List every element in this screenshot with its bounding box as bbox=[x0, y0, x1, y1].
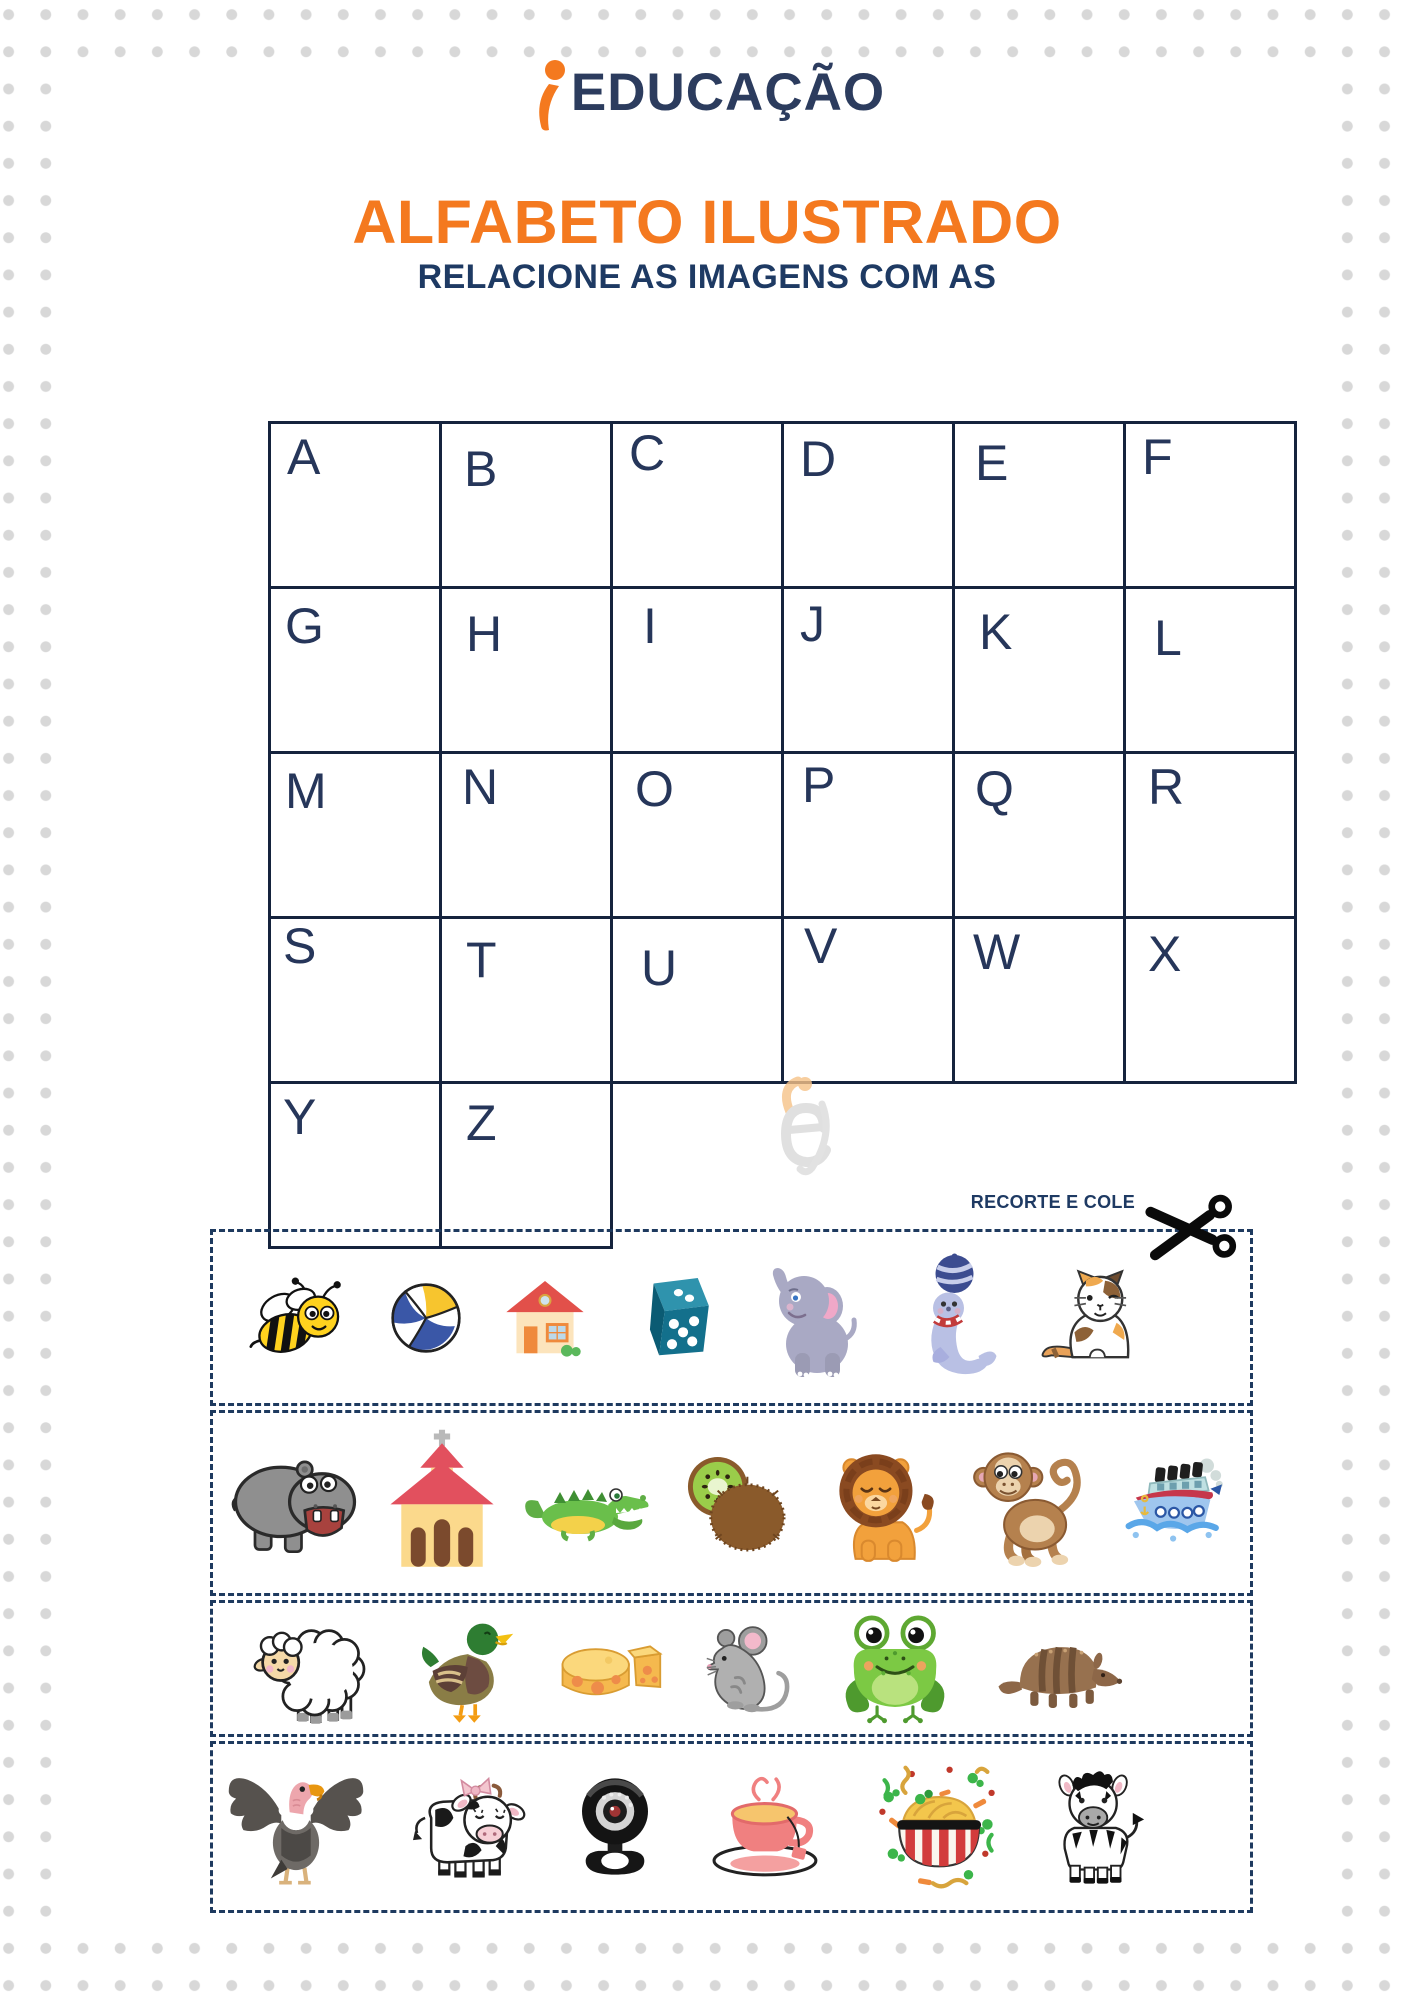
alphabet-cell-F bbox=[1125, 423, 1296, 588]
alphabet-cell-B bbox=[441, 423, 612, 588]
alphabet-cell-T bbox=[441, 918, 612, 1083]
letter-I: I bbox=[643, 598, 657, 654]
cheese-image bbox=[557, 1625, 663, 1713]
frog-icon bbox=[837, 1612, 953, 1726]
armadillo-image bbox=[994, 1628, 1126, 1710]
letter-W: W bbox=[973, 924, 1021, 980]
bee-image bbox=[249, 1274, 349, 1362]
letter-E: E bbox=[975, 435, 1009, 491]
lion-icon bbox=[817, 1442, 945, 1564]
cheese-icon bbox=[557, 1625, 663, 1713]
vulture-image bbox=[225, 1765, 367, 1889]
elephant-icon bbox=[758, 1257, 864, 1379]
alphabet-cell-Z bbox=[441, 1083, 612, 1248]
alphabet-cell-O bbox=[612, 753, 783, 918]
duck-icon bbox=[414, 1609, 516, 1729]
page-subtitle: RELACIONE AS IMAGENS COM AS bbox=[417, 258, 997, 296]
alphabet-cell-Q bbox=[954, 753, 1125, 918]
vulture-icon bbox=[225, 1765, 367, 1889]
armadillo-icon bbox=[994, 1628, 1126, 1710]
crocodile-image bbox=[520, 1462, 652, 1544]
cut-section-label: RECORTE E COLE bbox=[970, 1192, 1135, 1212]
alphabet-cell-C bbox=[612, 423, 783, 588]
dice-image bbox=[626, 1274, 718, 1362]
cut-row-2 bbox=[210, 1410, 1253, 1596]
alphabet-cell-J bbox=[783, 588, 954, 753]
letter-M: M bbox=[285, 763, 327, 819]
letter-L: L bbox=[1154, 610, 1182, 666]
letter-H: H bbox=[466, 606, 503, 662]
zebra-image bbox=[1044, 1763, 1146, 1891]
alphabet-cell-V bbox=[783, 918, 954, 1083]
alphabet-cell-K bbox=[954, 588, 1125, 753]
teacup-icon bbox=[704, 1771, 830, 1883]
letter-V: V bbox=[804, 918, 838, 974]
alphabet-cell-A bbox=[270, 423, 441, 588]
letter-P: P bbox=[802, 757, 836, 813]
kiwi-icon bbox=[676, 1451, 794, 1555]
cow-icon bbox=[411, 1774, 527, 1880]
brand-name: EDUCAÇÃO bbox=[570, 63, 886, 122]
brand-watermark-icon bbox=[760, 1076, 848, 1181]
alphabet-cell-L bbox=[1125, 588, 1296, 753]
brand-logo bbox=[0, 58, 1414, 134]
mouse-icon bbox=[704, 1620, 796, 1718]
letter-N: N bbox=[462, 759, 499, 815]
letter-K: K bbox=[979, 604, 1013, 660]
letter-C: C bbox=[629, 425, 666, 481]
cow-image bbox=[411, 1774, 527, 1880]
frog-image bbox=[837, 1612, 953, 1726]
letter-S: S bbox=[283, 918, 317, 974]
cat-icon bbox=[1040, 1265, 1150, 1371]
letter-B: B bbox=[464, 441, 498, 497]
page-title: ALFABETO ILUSTRADO bbox=[352, 188, 1062, 256]
letter-J: J bbox=[800, 596, 825, 652]
alphabet-cell-U bbox=[612, 918, 783, 1083]
noodles-image bbox=[874, 1759, 1000, 1895]
church-image bbox=[387, 1427, 497, 1579]
webcam-image bbox=[571, 1766, 659, 1888]
alphabet-cell-W bbox=[954, 918, 1125, 1083]
ship-image bbox=[1118, 1445, 1230, 1561]
letter-R: R bbox=[1148, 759, 1185, 815]
alphabet-cell-S bbox=[270, 918, 441, 1083]
brand-i-icon bbox=[529, 60, 567, 134]
volleyball-icon bbox=[389, 1281, 463, 1355]
hippo-image bbox=[227, 1450, 363, 1556]
alphabet-cell-X bbox=[1125, 918, 1296, 1083]
hippo-icon bbox=[227, 1450, 363, 1556]
alphabet-cell-N bbox=[441, 753, 612, 918]
letter-T: T bbox=[466, 932, 497, 988]
mouse-image bbox=[704, 1620, 796, 1718]
seal-icon bbox=[904, 1252, 1000, 1384]
letter-O: O bbox=[635, 761, 674, 817]
duck-image bbox=[414, 1609, 516, 1729]
cut-row-1 bbox=[210, 1229, 1253, 1406]
monkey-icon bbox=[969, 1434, 1095, 1572]
dice-icon bbox=[626, 1274, 718, 1362]
house-image bbox=[503, 1276, 587, 1360]
seal-image bbox=[904, 1252, 1000, 1384]
letter-X: X bbox=[1148, 926, 1182, 982]
alphabet-cell-E bbox=[954, 423, 1125, 588]
lion-image bbox=[817, 1442, 945, 1564]
letter-F: F bbox=[1142, 429, 1173, 485]
alphabet-cell-P bbox=[783, 753, 954, 918]
volleyball-image bbox=[389, 1281, 463, 1355]
letter-U: U bbox=[641, 940, 678, 996]
ship-icon bbox=[1118, 1445, 1230, 1561]
letter-A: A bbox=[287, 429, 321, 485]
sheep-image bbox=[241, 1612, 373, 1726]
house-icon bbox=[503, 1276, 587, 1360]
letter-G: G bbox=[285, 598, 324, 654]
letter-Q: Q bbox=[975, 761, 1014, 817]
cat-image bbox=[1040, 1265, 1150, 1371]
elephant-image bbox=[758, 1257, 864, 1379]
noodles-icon bbox=[874, 1759, 1000, 1895]
letter-D: D bbox=[800, 431, 837, 487]
scissors-icon bbox=[1143, 1191, 1249, 1267]
alphabet-cell-Y bbox=[270, 1083, 441, 1248]
alphabet-cell-H bbox=[441, 588, 612, 753]
alphabet-cell-R bbox=[1125, 753, 1296, 918]
alphabet-cell-D bbox=[783, 423, 954, 588]
zebra-icon bbox=[1044, 1763, 1146, 1891]
monkey-image bbox=[969, 1434, 1095, 1572]
alphabet-cell-I bbox=[612, 588, 783, 753]
teacup-image bbox=[704, 1771, 830, 1883]
church-icon bbox=[387, 1427, 497, 1579]
alphabet-cell-M bbox=[270, 753, 441, 918]
sheep-icon bbox=[241, 1612, 373, 1726]
kiwi-image bbox=[676, 1451, 794, 1555]
bee-icon bbox=[249, 1274, 349, 1362]
cut-row-3 bbox=[210, 1600, 1253, 1737]
letter-Y: Y bbox=[283, 1089, 317, 1145]
cut-row-4 bbox=[210, 1741, 1253, 1913]
crocodile-icon bbox=[520, 1462, 652, 1544]
letter-Z: Z bbox=[466, 1095, 497, 1151]
alphabet-cell-G bbox=[270, 588, 441, 753]
webcam-icon bbox=[571, 1766, 659, 1888]
